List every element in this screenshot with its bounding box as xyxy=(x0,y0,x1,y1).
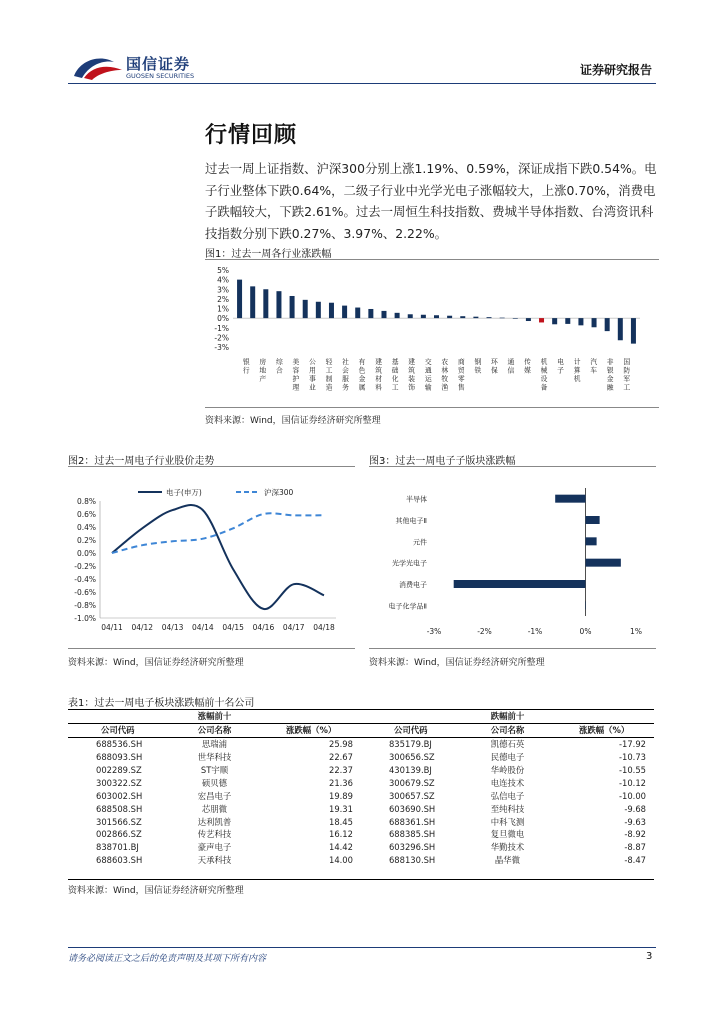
table-cell: 晶华微 xyxy=(494,855,521,866)
y-tick-label: 0.8% xyxy=(76,497,96,506)
y-tick-label: 1% xyxy=(217,304,229,314)
x-tick-label: 04/12 xyxy=(131,623,154,632)
category-label: 半导体 xyxy=(406,495,427,504)
x-tick-label: 汽车 xyxy=(590,358,598,375)
table-cell: 华岭股份 xyxy=(490,765,525,775)
y-tick-label: -0.4% xyxy=(74,575,96,584)
fig1-bottom-rule xyxy=(205,407,659,408)
table-cell: -10.55 xyxy=(619,765,646,775)
bar-有色金属 xyxy=(342,306,347,319)
bar-食品饮料 xyxy=(618,318,623,340)
footer-disclaimer: 请务必阅读正文之后的免责声明及其项下所有内容 xyxy=(68,954,267,964)
x-tick-label: 交通运输 xyxy=(424,358,432,392)
bar-汽车 xyxy=(565,318,570,324)
series-line-沪深300 xyxy=(112,513,324,553)
y-tick-label: 5% xyxy=(217,266,229,275)
table-cell: 19.89 xyxy=(328,790,353,801)
header-rule xyxy=(68,83,656,84)
table-cell: 002289.SZ xyxy=(96,765,142,775)
table-cell: 430139.BJ xyxy=(388,765,432,775)
x-tick-label: 04/15 xyxy=(222,623,244,632)
header-cell: 公司代码 xyxy=(361,723,461,737)
x-tick-label: 建筑材料 xyxy=(375,358,383,392)
table-cell: 复旦微电 xyxy=(490,829,525,840)
fig3-bottom-rule xyxy=(369,648,656,649)
category-label: 消费电子 xyxy=(399,581,427,589)
bar-建筑装饰 xyxy=(381,311,386,318)
fig3-top-rule xyxy=(369,466,656,467)
y-tick-label: 3% xyxy=(217,285,229,295)
table-cell: 300679.SZ xyxy=(388,777,435,788)
y-tick-label: -3% xyxy=(214,343,229,352)
x-tick-label: 04/18 xyxy=(313,623,335,632)
table1-bottom-rule xyxy=(68,879,654,880)
x-tick-label: 通信 xyxy=(507,358,515,375)
fig1-source: 资料来源：Wind，国信证券经济研究所整理 xyxy=(205,416,381,426)
y-tick-label: 0.6% xyxy=(76,510,96,519)
bar-基础化工 xyxy=(368,309,373,318)
y-tick-label: -1% xyxy=(214,323,229,333)
bar-通信 xyxy=(500,318,505,319)
table-cell: 603296.SH xyxy=(388,842,436,853)
table-row xyxy=(68,789,654,802)
fig2-top-rule xyxy=(68,466,355,467)
fig3-caption: 图3：过去一周电子子版块涨跌幅 xyxy=(369,456,516,467)
group-gainers: 涨幅前十 xyxy=(68,710,361,724)
legend-label: 电子(申万) xyxy=(166,488,202,497)
x-tick-label: 美容护理 xyxy=(292,358,300,392)
header-cell: 公司代码 xyxy=(68,723,168,737)
table-cell: 688361.SH xyxy=(388,816,436,827)
x-tick-label: 基础化工 xyxy=(391,358,399,392)
table-cell: -10.12 xyxy=(619,777,646,788)
fig1-caption: 图1：过去一周各行业涨跌幅 xyxy=(205,249,332,260)
x-tick-label: 04/13 xyxy=(161,623,184,632)
bar-农林牧渔 xyxy=(408,314,413,318)
table-row xyxy=(68,815,654,828)
x-tick-label: 04/17 xyxy=(282,623,305,632)
header-cell: 公司名称 xyxy=(168,723,262,737)
table-row xyxy=(68,737,654,750)
table-row xyxy=(68,764,654,777)
x-tick-label: 国防军工 xyxy=(623,358,631,392)
table1-source: 资料来源：Wind，国信证券经济研究所整理 xyxy=(68,886,244,896)
bar-石油石化 xyxy=(290,296,295,318)
table-cell: 传艺科技 xyxy=(197,829,232,840)
x-tick-label: 04/11 xyxy=(101,623,123,632)
y-tick-label: -0.6% xyxy=(74,588,96,597)
x-tick-label: -2% xyxy=(477,627,492,636)
table-cell: 至纯科技 xyxy=(490,803,525,814)
table-cell: 002866.SZ xyxy=(96,829,142,840)
table-cell: 688385.SH xyxy=(388,829,436,840)
table-cell: 民德电子 xyxy=(490,752,525,763)
y-tick-label: 0.4% xyxy=(76,523,96,532)
bar-钢铁 xyxy=(473,317,478,318)
table-cell: 天承科技 xyxy=(197,855,232,866)
table-cell: 835179.BJ xyxy=(388,739,432,750)
header-cell: 涨跌幅（%） xyxy=(261,723,361,737)
bar-光学光电子 xyxy=(586,559,621,567)
price-trend-line-chart xyxy=(68,475,358,640)
x-tick-label: 传媒 xyxy=(524,358,531,375)
bar-纺织服饰 xyxy=(447,316,452,318)
table-cell: 22.67 xyxy=(328,752,353,763)
table-cell: -8.87 xyxy=(624,842,646,853)
table-cell: ST宇顺 xyxy=(200,765,229,775)
bar-元件 xyxy=(586,537,597,545)
category-label: 光学光电子 xyxy=(392,559,427,568)
table-cell: 豪声电子 xyxy=(197,842,232,853)
bar-建筑材料 xyxy=(355,308,360,319)
table-cell: 603002.SH xyxy=(96,790,143,801)
bar-交通运输 xyxy=(395,313,400,318)
table-cell: -10.73 xyxy=(619,752,646,763)
y-tick-label: 0% xyxy=(217,314,229,324)
x-tick-label: 环保 xyxy=(490,358,498,375)
table-cell: 电连技术 xyxy=(490,777,525,788)
bar-消费电子 xyxy=(454,580,586,588)
bar-电力设备 xyxy=(605,318,610,331)
x-tick-label: 银行 xyxy=(242,358,250,375)
company-logo xyxy=(70,52,200,84)
bar-综合 xyxy=(263,289,268,318)
table-cell: 宏昌电子 xyxy=(197,790,232,801)
table-cell: -8.92 xyxy=(624,829,646,840)
table-cell: 25.98 xyxy=(328,739,353,750)
table-cell: 688536.SH xyxy=(96,739,143,750)
x-tick-label: 钢铁 xyxy=(474,358,482,375)
table-cell: 838701.BJ xyxy=(96,842,139,853)
x-tick-label: -3% xyxy=(426,627,442,636)
fig2-bottom-rule xyxy=(68,648,355,649)
y-tick-label: -1.0% xyxy=(74,614,96,623)
table-cell: 14.00 xyxy=(328,855,353,866)
x-tick-label: 农林牧渔 xyxy=(441,358,449,392)
table-cell: 达利凯普 xyxy=(197,816,232,827)
x-tick-label: 社会服务 xyxy=(342,358,349,392)
bar-商贸零售 xyxy=(421,315,426,318)
table-cell: -10.00 xyxy=(619,790,646,801)
table-cell: 芯朋微 xyxy=(201,803,228,814)
report-type: 证券研究报告 xyxy=(580,63,653,77)
table-row xyxy=(68,841,654,854)
x-tick-label: 商贸零售 xyxy=(457,358,465,392)
table-cell: 19.31 xyxy=(328,803,353,814)
x-tick-label: 综合 xyxy=(275,358,283,375)
subsector-hbar-chart xyxy=(369,484,659,640)
logo-mark-icon xyxy=(70,52,126,82)
table-row xyxy=(68,854,654,867)
group-losers: 跌幅前十 xyxy=(361,710,654,724)
table-cell: 688130.SH xyxy=(388,855,436,866)
bar-美容护理 xyxy=(276,291,281,318)
bar-公用事业 xyxy=(303,300,308,318)
table-cell: 中科飞测 xyxy=(490,816,525,827)
bar-传媒 xyxy=(513,318,518,319)
x-tick-label: 04/16 xyxy=(252,623,275,632)
x-tick-label: 公用事业 xyxy=(309,358,316,392)
bar-煤炭 xyxy=(631,318,636,344)
table-cell: 21.36 xyxy=(328,777,353,788)
y-tick-label: -2% xyxy=(214,333,229,343)
industry-bar-chart xyxy=(205,262,660,402)
y-tick-label: -0.2% xyxy=(74,562,96,571)
x-tick-label: 轻工制造 xyxy=(325,358,333,392)
table-cell: 凯德石英 xyxy=(490,739,525,750)
section-title: 行情回顾 xyxy=(205,123,298,148)
table-cell: 300657.SZ xyxy=(388,790,435,801)
x-tick-label: 0% xyxy=(579,627,592,636)
bar-国防军工 xyxy=(578,318,583,325)
bar-机械设备 xyxy=(526,318,531,321)
table-row xyxy=(68,802,654,815)
x-tick-label: 电子 xyxy=(557,358,564,375)
table-cell: 16.12 xyxy=(328,829,353,840)
x-tick-label: -1% xyxy=(527,627,543,636)
y-tick-label: 0.2% xyxy=(76,536,96,545)
y-tick-label: -0.8% xyxy=(74,601,96,610)
category-label: 元件 xyxy=(413,538,427,547)
table-cell: 688603.SH xyxy=(96,855,143,866)
table-cell: 14.42 xyxy=(328,842,353,853)
bar-房地产 xyxy=(250,286,255,318)
bar-环保 xyxy=(487,317,492,318)
table-cell: 22.37 xyxy=(328,765,353,775)
x-tick-label: 房地产 xyxy=(259,358,267,383)
bar-银行 xyxy=(237,280,242,319)
table-cell: 688508.SH xyxy=(96,803,143,814)
category-label: 电子化学品Ⅱ xyxy=(388,602,427,611)
y-tick-label: 0.0% xyxy=(76,549,96,558)
legend-label: 沪深300 xyxy=(264,488,294,497)
table-cell: -9.68 xyxy=(624,803,646,814)
y-tick-label: 4% xyxy=(217,275,229,285)
summary-paragraph: 过去一周上证指数、沪深300分别上涨1.19%、0.59%，深证成指下跌0.54%。电子行业整体下跌0.64%，二级子行业中光学光电子涨幅较大，上涨0.70%，消费电子跌幅较大，下跌2.61%。过去一周恒生科技指数、费城半导体指数、台湾资讯科技指数分别下跌0.27%、3.97%、2.22%。 xyxy=(205,161,657,241)
bar-非银金融 xyxy=(592,318,597,327)
x-tick-label: 有色金属 xyxy=(358,358,366,392)
fig2-caption: 图2：过去一周电子行业股价走势 xyxy=(68,456,215,467)
x-tick-label: 机械设备 xyxy=(540,358,548,392)
bar-计算机 xyxy=(552,318,557,324)
bar-医药生物 xyxy=(434,315,439,318)
x-tick-label: 1% xyxy=(630,627,642,636)
table-cell: -17.92 xyxy=(619,739,646,750)
fig1-top-rule xyxy=(205,259,659,260)
table-cell: 华勤技术 xyxy=(490,842,525,853)
bar-电子化学品Ⅱ xyxy=(586,601,587,609)
top10-table xyxy=(68,709,654,867)
header-cell: 公司名称 xyxy=(461,723,555,737)
table-cell: 300322.SZ xyxy=(96,777,142,788)
fig2-source: 资料来源：Wind，国信证券经济研究所整理 xyxy=(68,658,244,668)
table-cell: 300656.SZ xyxy=(388,752,435,763)
bar-其他电子Ⅱ xyxy=(586,516,600,524)
x-tick-label: 非银金融 xyxy=(606,358,614,392)
table-cell: 弘信电子 xyxy=(490,790,525,801)
x-tick-label: 计算机 xyxy=(573,358,581,383)
bar-家用电器 xyxy=(460,316,465,318)
page-number: 3 xyxy=(646,951,653,962)
footer-rule xyxy=(68,947,656,948)
y-tick-label: 2% xyxy=(217,294,229,304)
fig3-source: 资料来源：Wind，国信证券经济研究所整理 xyxy=(369,658,545,668)
bar-轻工制造 xyxy=(316,302,321,318)
table-row xyxy=(68,751,654,764)
table-row xyxy=(68,776,654,789)
table-cell: -8.47 xyxy=(624,855,646,866)
table-cell: 301566.SZ xyxy=(96,816,142,827)
series-line-电子(申万) xyxy=(112,505,324,609)
table1-caption: 表1：过去一周电子板块涨跌幅前十名公司 xyxy=(68,698,255,709)
table-cell: 世华科技 xyxy=(197,752,232,763)
x-tick-label: 建筑装饰 xyxy=(408,358,416,392)
x-tick-label: 04/14 xyxy=(192,623,214,632)
logo-english: GUOSEN SECURITIES xyxy=(126,72,195,80)
table-cell: 18.45 xyxy=(328,816,353,827)
logo-chinese: 国信证券 xyxy=(126,55,191,73)
category-label: 其他电子Ⅱ xyxy=(395,517,427,525)
header-cell: 涨跌幅（%） xyxy=(554,723,654,737)
table-cell: 硕贝德 xyxy=(201,777,228,788)
bar-电子 xyxy=(539,318,544,322)
table-cell: 603690.SH xyxy=(388,803,436,814)
bar-社会服务 xyxy=(329,303,334,318)
table-row xyxy=(68,828,654,841)
table-cell: -9.63 xyxy=(624,816,646,827)
bar-半导体 xyxy=(555,495,585,503)
table-cell: 688093.SH xyxy=(96,752,143,763)
table-cell: 思瑞浦 xyxy=(201,739,228,750)
